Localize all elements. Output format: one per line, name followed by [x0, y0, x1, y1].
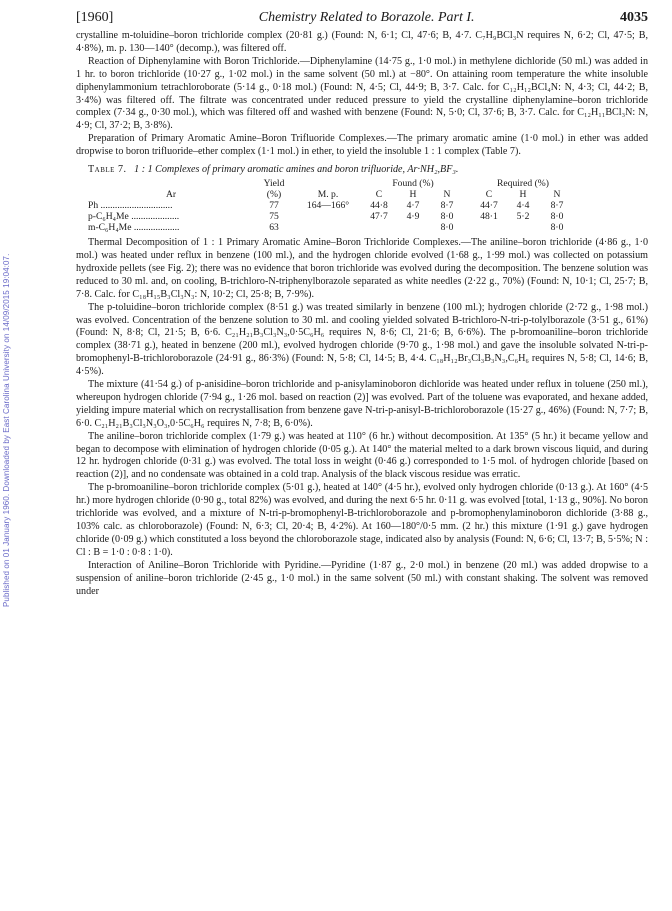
cell-required-n: 8·0 — [550, 211, 564, 223]
article-page — [76, 10, 648, 598]
cell-required-n: 8·0 — [550, 222, 564, 234]
cell-yield: 77 — [269, 200, 279, 212]
col-header-ar: Ar — [165, 189, 177, 201]
table-title: 1 : 1 Complexes of primary aromatic amines and boron trifluoride, Ar·NH₂,BF₃. — [134, 164, 459, 176]
cell-found-c — [362, 222, 396, 233]
cell-found-c: 44·8 — [370, 200, 388, 212]
cell-mp — [294, 222, 362, 233]
paragraph: The mixture (41·54 g.) of p-anisidine–boron trichloride and p-anisylaminoboron dichloride was heated under reflux in toluene (250 ml.), whereupon hydrogen chloride (7·94 g., 1·26 mol. based on reaction (2)] was evolved. Part of the toluene was evaporated, and hexane added, yielding impure material which on recrystallisation from benzene gave N-tri-p-anisyl-B-trichloroborazole (15·27 g., 46%) (Found: N, 7·7; B, 6·0. C₂₁H₂₁B₃Cl₃N₃O₃,0·5C₆H₆ requires N, 7·8; B, 6·0%). — [76, 379, 648, 429]
paragraph: crystalline m-toluidine–boron trichloride complex (20·81 g.) (Found: N, 6·1; Cl, 47·6; B, 4·7. C₇H₉BCl₃N requires N, 6·2; Cl, 47·5; B, 4·8%), m. p. 130—140° (decomp.), was filtered off. — [76, 30, 648, 54]
paragraph: The p-toluidine–boron trichloride complex (8·51 g.) was treated similarly in benzene (100 ml.); hydrogen chloride (2·72 g., 1·98 mol.) was evolved. Concentration of the benzene solution to 30 ml. and cooling yielded solvated B-trichloro-N-tri-p-tolylborazole (3·51 g., 61%) (Found: N, 8·8; Cl, 21·5; B, 6·6. C₂₁H₂₁B₃Cl₃N₃,0·5C₆H₆ requires N, 8·6; Cl, 21·6; B, 6·6%). The p-bromoaniline–boron trichloride complex (38·71 g.), heated in benzene (200 ml.), evolved hydrogen chloride (9·70 g., 1·98 mol.) and gave the insoluble solvated N-tri-p-bromophenyl-B-trichloroborazole (24·91 g., 86·3%) (Found: N, 5·8; Cl, 14·5; B, 4·4. C₁₈H₁₂Br₃Cl₃B₃N₃,C₆H₆ requires N, 5·8; Cl, 14·6; B, 4·5%). — [76, 301, 648, 378]
running-header — [76, 10, 648, 26]
cell-found-n: 8·0 — [440, 211, 454, 223]
download-notice: Published on 01 January 1960. Downloaded by East Carolina University on 14/09/2015 19:04:07. — [2, 253, 11, 607]
cell-yield: 75 — [269, 211, 279, 223]
col-header-required-h: H — [519, 189, 527, 201]
cell-required-c: 48·1 — [480, 211, 498, 223]
cell-found-n: 8·7 — [440, 200, 454, 212]
cell-required-h: 4·4 — [516, 200, 530, 212]
col-header-required-n: N — [553, 189, 561, 201]
paragraph: The aniline–boron trichloride complex (1·79 g.) was heated at 110° (6 hr.) without decomposition. At 135° (5 hr.) it became yellow and began to decompose with elimination of hydrogen chloride (0·05 g.). At 140° the material melted to a dark brown viscous liquid, and during 12 hr. hydrogen chloride (0·31 g.) was evolved. The total loss in weight (0·46 g.) corresponded to 1·5 mol. of hydrogen chloride [based on reaction (2)], and no condensate was obtained in a cold trap. Analysis of the black viscous residue was erratic. — [76, 430, 648, 481]
table-caption — [88, 163, 648, 176]
header-title: Chemistry Related to Borazole. Part I. — [258, 10, 475, 25]
body-text — [76, 237, 648, 598]
col-group-found: Found (%) — [392, 178, 434, 190]
cell-required-n: 8·7 — [550, 200, 564, 212]
cell-required-c: 44·7 — [480, 200, 498, 212]
page-number: 4035 — [619, 10, 648, 25]
cell-ar: m-C₆H₄Me ................... — [88, 222, 180, 234]
cell-found-h: 4·9 — [406, 211, 420, 223]
cell-found-n: 8·0 — [440, 222, 454, 234]
paragraph: Preparation of Primary Aromatic Amine–Boron Trifluoride Complexes.—The primary aromatic amine (1·0 mol.) in ether was added dropwise to boron trifluoride–ether complex (1·1 mol.) in ether, to yield the insoluble 1 : 1 complex (Table 7). — [76, 133, 648, 158]
cell-ar: p-C₆H₄Me .................... — [88, 211, 180, 223]
cell-mp — [294, 211, 362, 222]
col-header-yield-unit: (%) — [266, 189, 282, 201]
header-year: [1960] — [76, 10, 114, 25]
table-row — [88, 222, 574, 233]
paragraph: Thermal Decomposition of 1 : 1 Primary Aromatic Amine–Boron Trichloride Complexes.—The aniline–boron trichloride (4·86 g., 1·0 mol.) was heated under reflux in benzene (100 ml.), and the hydrogen chloride evolved (1·68 g., 1·99 mol.) was collected on potassium hydroxide pellets (see Fig. 2); there was no evidence that boron trichloride was evolved during the decomposition. The benzene solution was reduced to 30 ml. and, on cooling, B-trichloro-N-triphenylborazole separated as white needles (2·22 g., 70%) (Found: N, 10·1; Cl, 25·7; B, 7·8. Calc. for C₁₈H₁₅B₃Cl₃N₃: N, 10·2; Cl, 25·8; B, 7·9%). — [76, 237, 648, 300]
col-header-mp: M. p. — [317, 189, 339, 201]
paragraph: Interaction of Aniline–Boron Trichloride with Pyridine.—Pyridine (1·87 g., 2·0 mol.) in benzene (20 ml.) was added dropwise to a suspension of aniline–boron trichloride (2·45 g., 1·0 mol.) in the same solvent (50 ml.) with constant shaking. The solvent was removed under — [76, 559, 648, 597]
cell-required-c — [472, 222, 506, 233]
cell-yield: 63 — [269, 222, 279, 234]
cell-ar: Ph .............................. — [88, 200, 173, 212]
cell-found-h — [396, 222, 430, 233]
cell-required-h — [506, 222, 540, 233]
body-text — [76, 30, 648, 159]
col-header-yield: Yield — [263, 178, 285, 190]
col-group-required: Required (%) — [497, 178, 549, 190]
table-row — [88, 211, 574, 222]
cell-found-h: 4·7 — [406, 200, 420, 212]
cell-found-c: 47·7 — [370, 211, 388, 223]
col-header-found-c: C — [375, 189, 383, 201]
col-header-found-n: N — [443, 189, 451, 201]
cell-mp: 164—166° — [306, 200, 350, 212]
table-7 — [88, 178, 574, 233]
table-label: Table 7. — [88, 164, 127, 176]
col-header-required-c: C — [485, 189, 493, 201]
table-row — [88, 200, 574, 211]
col-header-found-h: H — [409, 189, 417, 201]
paragraph: Reaction of Diphenylamine with Boron Trichloride.—Diphenylamine (14·75 g., 1·0 mol.) in methylene dichloride (50 ml.) was added in 1 hr. to boron trichloride (10·27 g., 1·02 mol.) in the same solvent (50 ml.) at −80°. On attaining room temperature the white insoluble diphenylammonium tetrachloroborate (5·14 g., 0·18 mol.) (Found: N, 4·5; Cl, 44·9; B, 3·7. Calc. for C₁₂H₁₂BCl₄N: N, 4·3; Cl, 44·2; B, 3·4%) was filtered off. The filtrate was concentrated under reduced pressure to yield the crystalline diphenylamine–boron trichloride complex (7·34 g., 0·30 mol.), which was filtered off and washed with benzene (Found: N, 5·0; Cl, 37·6; B, 3·7. Calc. for C₁₂H₁₁BCl₃N: N, 4·9; Cl, 37·2; B, 3·8%). — [76, 55, 648, 132]
paragraph: The p-bromoaniline–boron trichloride complex (5·01 g.), heated at 140° (4·5 hr.), evolved only hydrogen chloride (0·13 g.). At 160° (4·5 hr.) more hydrogen chloride (0·90 g., total 82%) was evolved, and during the next 6·5 hr. 0·11 g. was evolved [total, 1·13 g., 90%]. No boron trichloride was evolved, and a mixture of N-tri-p-bromophenyl-B-trichloroborazole and p-bromophenylaminoboron dichloride (3·88 g., 103% calc. as chloroborazole) (Found: N, 6·3; Cl, 20·4; B, 4·2%). At 160—180°/0·5 mm. (2 hr.) this mixture (1·91 g.) gave hydrogen chloride (0·09 g.) which constituted a loss beyond the chloroborazole stage, indicated also by analysis (Found: N, 6·6; Cl, 13·7; B, 5·5%; N : Cl : B = 1·0 : 0·8 : 1·0). — [76, 482, 648, 558]
cell-required-h: 5·2 — [516, 211, 530, 223]
